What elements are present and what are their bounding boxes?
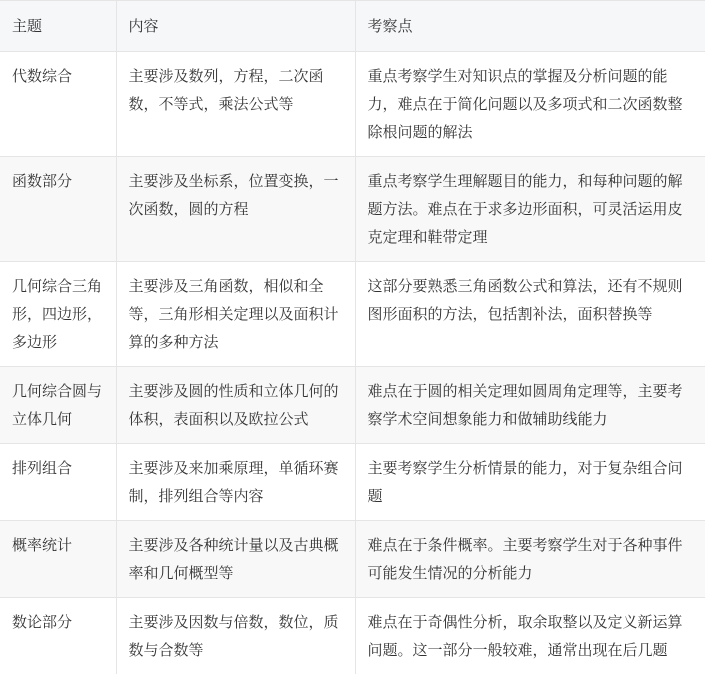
cell-points: 重点考察学生对知识点的掌握及分析问题的能力，难点在于简化问题以及多项式和二次函数整除根问题的解法 <box>355 52 705 157</box>
table-row <box>0 262 705 367</box>
table-row <box>0 367 705 444</box>
table-row <box>0 52 705 157</box>
cell-content: 主要涉及各种统计量以及古典概率和几何概型等 <box>116 521 355 598</box>
table-row <box>0 598 705 675</box>
cell-topic: 概率统计 <box>0 521 116 598</box>
cell-content: 主要涉及因数与倍数，数位，质数与合数等 <box>116 598 355 675</box>
cell-topic: 几何综合三角形，四边形，多边形 <box>0 262 116 367</box>
cell-content: 主要涉及三角函数，相似和全等，三角形相关定理以及面积计算的多种方法 <box>116 262 355 367</box>
table-row <box>0 157 705 262</box>
cell-content: 主要涉及圆的性质和立体几何的体积，表面积以及欧拉公式 <box>116 367 355 444</box>
cell-topic: 几何综合圆与立体几何 <box>0 367 116 444</box>
cell-topic: 数论部分 <box>0 598 116 675</box>
cell-topic: 函数部分 <box>0 157 116 262</box>
cell-points: 主要考察学生分析情景的能力，对于复杂组合问题 <box>355 444 705 521</box>
cell-points: 这部分要熟悉三角函数公式和算法，还有不规则图形面积的方法，包括割补法，面积替换等 <box>355 262 705 367</box>
cell-topic: 代数综合 <box>0 52 116 157</box>
cell-points: 难点在于条件概率。主要考察学生对于各种事件可能发生情况的分析能力 <box>355 521 705 598</box>
header-row <box>0 1 705 52</box>
header-points: 考察点 <box>355 1 705 52</box>
cell-points: 难点在于圆的相关定理如圆周角定理等，主要考察学术空间想象能力和做辅助线能力 <box>355 367 705 444</box>
header-topic: 主题 <box>0 1 116 52</box>
cell-points: 重点考察学生理解题目的能力，和每种问题的解题方法。难点在于求多边形面积，可灵活运用皮克定理和鞋带定理 <box>355 157 705 262</box>
table-row <box>0 521 705 598</box>
cell-points: 难点在于奇偶性分析，取余取整以及定义新运算问题。这一部分一般较难，通常出现在后几题 <box>355 598 705 675</box>
cell-content: 主要涉及数列，方程，二次函数，不等式，乘法公式等 <box>116 52 355 157</box>
cell-content: 主要涉及坐标系，位置变换，一次函数，圆的方程 <box>116 157 355 262</box>
cell-topic: 排列组合 <box>0 444 116 521</box>
header-content: 内容 <box>116 1 355 52</box>
table-row <box>0 444 705 521</box>
cell-content: 主要涉及来加乘原理，单循环赛制，排列组合等内容 <box>116 444 355 521</box>
